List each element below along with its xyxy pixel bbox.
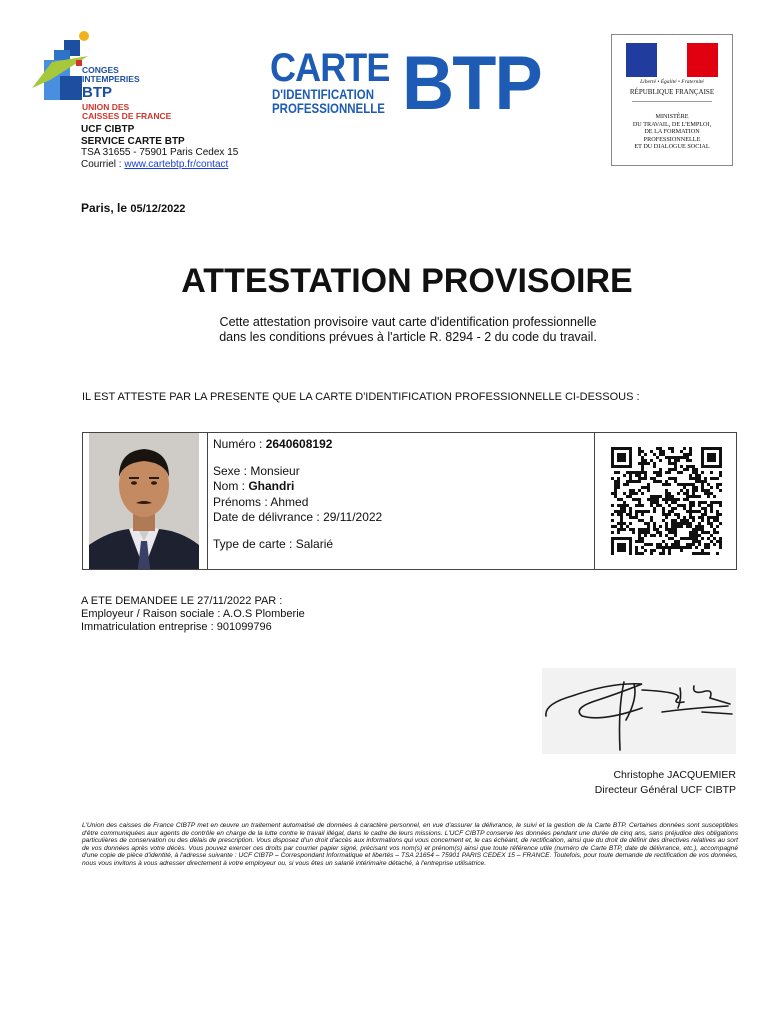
sender-service: SERVICE CARTE BTP (81, 135, 185, 147)
carte-logo-word: CARTE (270, 46, 390, 90)
request-details (81, 595, 305, 634)
card-info (213, 437, 382, 552)
card-type: Type de carte : Salarié (213, 536, 334, 551)
ministry-line: PROFESSIONNELLE (643, 135, 701, 143)
republic-name: RÉPUBLIQUE FRANÇAISE (629, 88, 715, 96)
attestation-statement: IL EST ATTESTE PAR LA PRESENTE QUE LA CARTE D'IDENTIFICATION PROFESSIONNELLE CI-DESSOUS : (82, 391, 640, 403)
signature-image (542, 668, 736, 754)
ministry-line: MINISTÈRE (655, 113, 689, 120)
card-first-names: Prénoms : Ahmed (213, 494, 309, 509)
qr-code-icon (611, 447, 723, 555)
carte-logo-subtitle-line1: D'IDENTIFICATION (272, 86, 375, 102)
subtitle-line1: Cette attestation provisoire vaut carte d'identification professionnelle (219, 315, 597, 329)
card-name-label: Nom : (213, 479, 249, 493)
legal-notice: L'Union des caisses de France CIBTP met en œuvre un traitement automatisé de données à caractère personnel, en vue d'assurer la délivrance, le suivi et la gestion de la Carte BTP. Certaines données sont susceptibles d'être communiquées aux agents de contrôle en charge de la lutte contre le travail illégal, dans le cadre de leurs missions. L'UCF CIBTP conserve les données pendant une durée de cinq ans, sans préjudice des obligations particulières de conservation ou des délais de prescription. Vous disposez d'un droit d'accès aux informations qui vous concernent et, le cas échéant, de rectification, ainsi que du droit de définir des directives relatives au sort de vos données après votre décès. Vous pouvez exercer ces droits par courrier papier signé, précisant vos nom(s) et prénom(s) ainsi que toute référence utile (numéro de Carte BTP, date de délivrance, etc.), accompagné d'une copie de pièce d'identité, à l'adresse suivante : UCF CIBTP – Correspondant Informatique et libertés – TSA 21654 – 75901 PARIS CEDEX 15 – FRANCE. Toutefois, pour toute demande de rectification de vos données, nous vous invitons à vous adresser directement à votre employeur ou, si vous êtes un salarié intérimaire détaché, à l'entreprise utilisatrice. (82, 822, 738, 867)
signature-icon (542, 668, 736, 754)
carte-logo-subtitle-line2: PROFESSIONNELLE (272, 100, 385, 116)
photo-cell (83, 433, 208, 569)
request-line: A ETE DEMANDEE LE 27/11/2022 PAR : (81, 595, 283, 607)
sender-contact (81, 159, 238, 171)
logo-text-btp: BTP (82, 84, 112, 101)
qr-cell (594, 433, 737, 569)
sender-org: UCF CIBTP (81, 124, 135, 135)
logo-text-union: UNION DES CAISSES DE FRANCE (82, 102, 172, 121)
card-details-box (82, 432, 737, 570)
ministry-line: ET DU DIALOGUE SOCIAL (634, 143, 710, 150)
date-value: 05/12/2022 (130, 203, 186, 215)
card-number-row (213, 437, 382, 453)
subtitle-line2: dans les conditions prévues à l'article R. 8294 - 2 du code du travail. (219, 330, 597, 344)
ministry-line: DU TRAVAIL, DE L'EMPLOI, (632, 120, 712, 128)
registration-line: Immatriculation entreprise : 901099796 (81, 621, 272, 633)
card-issue-date: Date de délivrance : 29/11/2022 (213, 510, 383, 524)
page-subtitle (0, 315, 768, 345)
french-flag-icon (626, 43, 718, 77)
signer-name: Christophe JACQUEMIER (613, 769, 736, 781)
date-prefix: Paris, le (81, 201, 131, 215)
page-title: ATTESTATION PROVISOIRE (181, 262, 633, 300)
signer-role: Directeur Général UCF CIBTP (594, 784, 736, 796)
republic-motto: Liberté • Égalité • Fraternité (640, 79, 704, 85)
ministry-line: DE LA FORMATION (644, 128, 700, 135)
card-name-row (213, 479, 382, 495)
ministry-divider (632, 101, 712, 102)
signer-block (520, 768, 736, 798)
issue-date (81, 201, 185, 215)
ministry-logo (611, 34, 733, 166)
contact-link[interactable]: www.cartebtp.fr/contact (124, 158, 229, 170)
sender-address: TSA 31655 - 75901 Paris Cedex 15 (81, 147, 239, 158)
holder-photo (89, 433, 199, 569)
card-sex: Sexe : Monsieur (213, 463, 300, 478)
logo-text-conges: CONGES INTEMPERIES (82, 65, 140, 84)
cibtp-logo (32, 30, 182, 122)
employer-line: Employeur / Raison sociale : A.O.S Plomberie (81, 608, 305, 620)
carte-logo-btp: BTP (402, 41, 541, 126)
card-number-value: 2640608192 (265, 437, 333, 451)
ministry-name (612, 113, 732, 151)
sender-address-block (81, 124, 238, 170)
contact-label: Courriel : (81, 158, 125, 170)
carte-btp-logo (270, 41, 550, 126)
carte-logo-subtitle (272, 87, 385, 115)
card-name-value: Ghandri (248, 479, 295, 493)
card-number-label: Numéro : (213, 437, 266, 451)
